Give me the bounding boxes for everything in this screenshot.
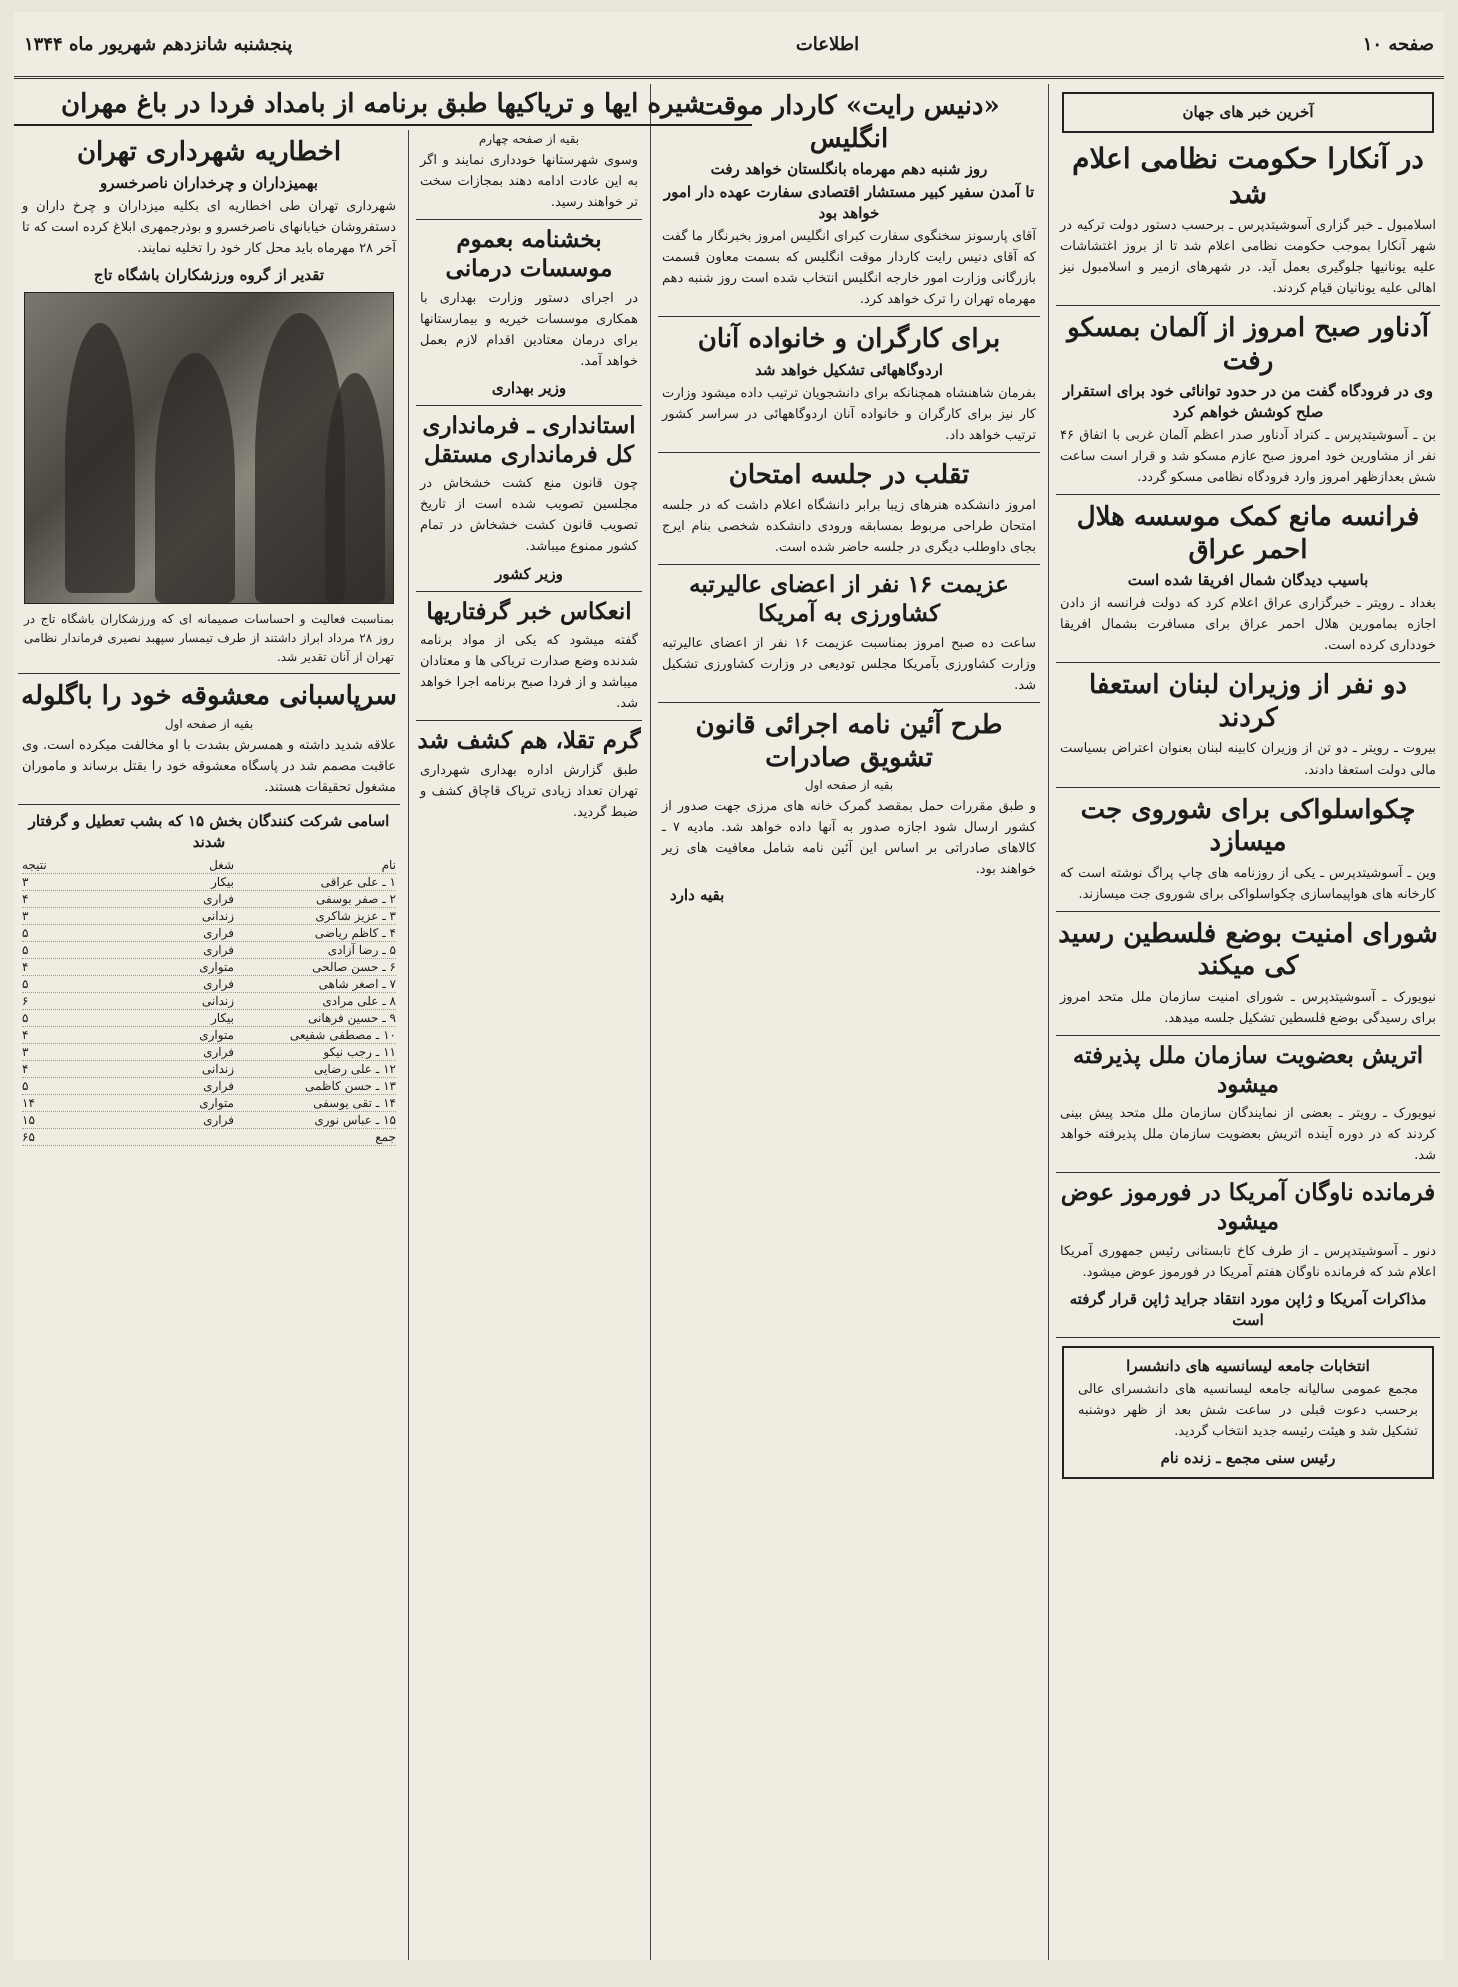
headline-dennis-wright: «دنیس رایت» کاردار موقت انگلیس bbox=[698, 91, 1000, 154]
page-number: صفحه ۱۰ bbox=[1362, 33, 1434, 55]
table-row bbox=[22, 1078, 396, 1095]
continuation-note: بقیه از صفحه اول bbox=[804, 778, 894, 793]
table-cell: فراری bbox=[203, 942, 234, 957]
issue-date: پنجشنبه شانزدهم شهریور ماه ۱۳۴۴ bbox=[24, 33, 293, 55]
table-cell: ۴ bbox=[22, 959, 29, 974]
table-row bbox=[22, 1129, 396, 1146]
article-shooting: علاقه شدید داشته و همسرش بشدت با او مخالفت میکرده است. وی عاقبت مصمم شد در پاسگاه معشوقه خود را بقتل برساند و ماموران مشغول تحقیقات هستند. bbox=[22, 737, 396, 795]
table-cell: ۱۴ ـ تقی یوسفی bbox=[313, 1095, 396, 1110]
divider bbox=[416, 219, 642, 220]
divider bbox=[1056, 911, 1440, 912]
table-cell: زندانی bbox=[201, 908, 234, 923]
table-cell: ۱۰ ـ مصطفی شفیعی bbox=[289, 1027, 396, 1042]
photo-caption: بمناسبت فعالیت و احساسات صمیمانه ای که ورزشکاران باشگاه تاج در روز ۲۸ مرداد ابراز داشتند از طرف تیمسار سپهبد نصیری فرماندار نظامی تهران از آنان تقدیر شد. bbox=[24, 611, 394, 665]
divider bbox=[1056, 494, 1440, 495]
headline-lebanon: دو نفر از وزیران لبنان استعفا کردند bbox=[1088, 670, 1408, 733]
article-lebanon: بیروت ـ رویتر ـ دو تن از وزیران کابینه لبنان بعنوان اعتراض بسیاست مالی دولت استعفا دادند. bbox=[1060, 741, 1436, 778]
table-cell: فراری bbox=[203, 891, 234, 906]
table-cell: فراری bbox=[203, 1044, 234, 1059]
paper-name: اطلاعات bbox=[795, 33, 860, 55]
table-cell: ۵ bbox=[22, 925, 29, 940]
table-cell: ۳ bbox=[22, 874, 29, 889]
article-elections: مجمع عمومی سالیانه جامعه لیسانسیه های دانشسرای عالی برحسب دعوت قبلی در ساعت شش بعد از ظهر دوشنبه تشکیل شد و هیئت رئیسه جدید انتخاب گردید. bbox=[1078, 1381, 1418, 1440]
headline-governorates: استانداری ـ فرمانداری کل فرمانداری مستقل bbox=[422, 411, 636, 468]
continuation-note: بقیه از صفحه اول bbox=[164, 716, 254, 731]
subhead-municipality-notice: بهمیزداران و چرخداران ناصرخسرو bbox=[100, 173, 318, 192]
headline-smuggled: گرم تقلا، هم کشف شد bbox=[417, 727, 641, 755]
headline-czech-jets: چکواسلواکی برای شوروی جت میسازد bbox=[1080, 794, 1416, 858]
article-governorates: چون قانون منع کشت خشخاش در مجلسین تصویب شده است از تاریخ تصویب قانون کشت خشخاش در تمام کشور ممنوع میباشد. bbox=[420, 476, 638, 555]
table-cell: ۹ ـ حسین فرهانی bbox=[308, 1010, 396, 1025]
table-cell: ۵ bbox=[22, 976, 29, 991]
table-cell: ۱ ـ علی عراقی bbox=[320, 874, 396, 889]
article-exam-cheating: امروز دانشکده هنرهای زیبا برابر دانشگاه اعلام داشت که در جلسه امتحان طراحی مربوط بمسابقه ورودی دانشکده شخصی بنام ایرج بجای داوطلب دیگری در جلسه حاضر شده است. bbox=[662, 498, 1036, 556]
article-export-law: و طبق مقررات حمل بمقصد گمرک خانه های مرزی جهت صدور از کشور ارسال شود اجازه صدور به آنها داده خواهد شد. مادیه ۷ ـ کالاهای صادراتی بر اساس این آئین نامه شامل معافیت های زیر خواهند بود. bbox=[662, 799, 1036, 878]
table-cell: ۶ bbox=[22, 993, 29, 1008]
headline-arrests-reflection: انعکاس خبر گرفتاریها bbox=[426, 597, 632, 625]
table-cell: ۱۴ bbox=[22, 1095, 35, 1110]
subhead-france-iraq: باسیب دیدگان شمال افریقا شده است bbox=[1127, 571, 1369, 590]
table-cell: متواری bbox=[199, 1027, 234, 1042]
table-cell: فراری bbox=[203, 1078, 234, 1093]
elections-box bbox=[1062, 1346, 1434, 1479]
headline-export-law: طرح آئین نامه اجرائی قانون تشویق صادرات bbox=[695, 710, 1003, 773]
table-cell: ۴ bbox=[22, 1027, 29, 1042]
table-cell: زندانی bbox=[201, 993, 234, 1008]
article-smuggled: طبق گزارش اداره بهداری شهرداری تهران تعداد زیادی تریاک قاچاق کشف و ضبط گردید. bbox=[420, 763, 638, 821]
divider bbox=[416, 405, 642, 406]
column-municipality bbox=[14, 130, 404, 1960]
headline-ankara: در آنکارا حکومت نظامی اعلام شد bbox=[1072, 142, 1424, 210]
signature-health-minister: وزیر بهداری bbox=[491, 378, 567, 397]
article-czech-jets: وین ـ آسوشیتدپرس ـ یکی از روزنامه های چاپ پراگ نوشته است که کارخانه های هواپیماسازی چکواسلواکی برای شوروی جت میسازند. bbox=[1060, 865, 1436, 902]
table-cell: ۵ bbox=[22, 1078, 29, 1093]
table-cell: ۱۲ ـ علی رضایی bbox=[314, 1061, 396, 1076]
headline-security-council: شورای امنیت بوضع فلسطین رسید کی میکند bbox=[1058, 918, 1438, 982]
column-world-news bbox=[1052, 84, 1444, 1960]
table-row bbox=[22, 993, 396, 1010]
article-municipality-notice: شهرداری تهران طی اخطاریه ای بکلیه میزداران و چرخ داران و دستفروشان خیابانهای ناصرخسرو و بوذرجمهری ابلاغ کرده است که تا آخر ۲۸ مهرماه باید محل کار خود را تخلیه نمایند. bbox=[22, 198, 396, 256]
table-cell: ۵ ـ رضا آزادی bbox=[327, 942, 396, 957]
table-cell: ۸ ـ علی مرادی bbox=[322, 993, 396, 1008]
article-workers-camps: بفرمان شاهنشاه همچنانکه برای دانشجویان ترتیب داده میشود وزارت کار نیز برای کارگران و خانواده آنان اردوگاههائی در سراسر کشور ترتیب خواهد داد. bbox=[662, 385, 1036, 443]
article-ankara: اسلامبول ـ خبر گزاری آسوشیتدپرس ـ برحسب دستور دولت ترکیه در شهر آنکارا بموجب حکومت نظامی اعلام شد تا از بروز اغتشاشات علیه یونانیها جلوگیری بعمل آید. در شهرهای ازمیر و اسلامبول نیز اهالی علیه یونانیان قیام کردند. bbox=[1060, 218, 1436, 297]
headline-shooting: سرپاسبانی معشوقه خود را باگلوله bbox=[21, 681, 397, 712]
divider bbox=[658, 702, 1040, 703]
signature-interior-minister: وزیر کشور bbox=[495, 564, 563, 583]
table-cell: ۴ bbox=[22, 1061, 29, 1076]
newspaper-page bbox=[14, 12, 1444, 1960]
photo-taj-club bbox=[24, 292, 394, 604]
table-cell: زندانی bbox=[201, 1061, 234, 1076]
article-dennis-wright: آقای پارسونز سخنگوی سفارت کبرای انگلیس امروز بخبرنگار ما گفت که آقای دنیس رایت کاردار موقت انگلیس که بسمت معاون قسمت بازرگانی وزارت امور خارجه انگلیس انتخاب شده است روز شنبه دهم مهرماه تهران را ترک خواهد کرد. bbox=[662, 229, 1036, 308]
headline-medical-circular: بخشنامه بعموم موسسات درمانی bbox=[445, 226, 613, 282]
subhead-dennis-wright: روز شنبه دهم مهرماه بانگلستان خواهد رفت bbox=[710, 160, 988, 178]
table-row bbox=[22, 1044, 396, 1061]
headline-workers-camps: برای کارگران و خانواده آنان bbox=[697, 324, 1001, 355]
table-cell: متواری bbox=[199, 1095, 234, 1110]
table-cell: ۲ ـ صفر بوسفی bbox=[316, 891, 396, 906]
headline-taj-club: تقدیر از گروه ورزشکاران باشگاه تاج bbox=[93, 265, 325, 284]
table-cell: ۱۵ bbox=[22, 1112, 35, 1127]
table-row bbox=[22, 891, 396, 908]
column-divider bbox=[1048, 84, 1049, 1960]
table-cell: ۳ bbox=[22, 908, 29, 923]
table-cell: فراری bbox=[203, 1112, 234, 1127]
headline-elections: انتخابات جامعه لیسانسیه های دانشسرا bbox=[1126, 1356, 1370, 1375]
table-header: نام شغل نتیجه bbox=[22, 857, 396, 872]
column-divider bbox=[408, 130, 409, 1960]
table-cell: ۴ bbox=[22, 891, 29, 906]
headline-france-iraq: فرانسه مانع کمک موسسه هلال احمر عراق bbox=[1076, 502, 1420, 565]
masthead bbox=[14, 12, 1444, 79]
table-cell: بیکار bbox=[210, 1010, 234, 1025]
table-row bbox=[22, 1061, 396, 1078]
arrest-list-table bbox=[22, 857, 396, 1146]
column-divider bbox=[650, 84, 651, 1960]
divider bbox=[1056, 1337, 1440, 1338]
table-cell: ۱۵ ـ عباس نوری bbox=[314, 1112, 396, 1127]
divider bbox=[18, 673, 400, 674]
continuation-note: بقیه از صفحه چهارم bbox=[478, 132, 580, 146]
table-row bbox=[22, 942, 396, 959]
table-cell: ۳ bbox=[22, 1044, 29, 1059]
headline-austria-un: اتریش بعضویت سازمان ملل پذیرفته میشود bbox=[1072, 1041, 1424, 1098]
table-cell: ۳ ـ عزیز شاکری bbox=[315, 908, 396, 923]
article-security-council: نیویورک ـ آسوشیتدپرس ـ شورای امنیت سازمان ملل متحد امروز برای رسیدگی بوضع فلسطین تشکیل جلسه میدهد. bbox=[1060, 989, 1436, 1026]
table-row bbox=[22, 1027, 396, 1044]
table-row bbox=[22, 908, 396, 925]
table-row bbox=[22, 976, 396, 993]
table-cell: فراری bbox=[203, 976, 234, 991]
divider bbox=[1056, 662, 1440, 663]
divider bbox=[416, 591, 642, 592]
table-cell: بیکار bbox=[210, 874, 234, 889]
table-cell: متواری bbox=[199, 959, 234, 974]
divider bbox=[1056, 305, 1440, 306]
signature: رئیس سنی مجمع ـ زنده نام bbox=[1160, 1449, 1336, 1468]
divider bbox=[18, 804, 400, 805]
headline-agriculture-usa: عزیمت ۱۶ نفر از اعضای عالیرتبه کشاورزی به آمریکا bbox=[689, 571, 1009, 628]
divider bbox=[658, 316, 1040, 317]
article-fleet-commander: دنور ـ آسوشیتدپرس ـ از طرف کاخ تابستانی رئیس جمهوری آمریکا اعلام شد که فرمانده ناوگان هفتم آمریکا در فورموز عوض میشود. bbox=[1060, 1243, 1436, 1280]
divider bbox=[1056, 1035, 1440, 1036]
headline-fleet-commander: فرمانده ناوگان آمریکا در فورموز عوض میشود bbox=[1060, 1179, 1436, 1236]
headline-exam-cheating: تقلب در جلسه امتحان bbox=[728, 459, 970, 490]
table-cell: ۵ bbox=[22, 1010, 29, 1025]
headline-adenauer: آدناور صبح امروز از آلمان بمسکو رفت bbox=[1067, 313, 1429, 376]
table-row bbox=[22, 925, 396, 942]
table-cell: ۱۳ ـ حسن کاظمی bbox=[305, 1078, 396, 1093]
table-row bbox=[22, 1112, 396, 1129]
table-row bbox=[22, 1010, 396, 1027]
column-addicts bbox=[412, 130, 646, 1960]
headline-municipality-notice: اخطاریه شهرداری تهران bbox=[76, 137, 342, 167]
subhead-workers-camps: اردوگاههائی تشکیل خواهد شد bbox=[755, 360, 943, 379]
subhead-adenauer: وی در فرودگاه گفت من در حدود توانائی خود برای استقرار صلح کوشش خواهم کرد bbox=[1062, 382, 1434, 422]
table-cell: ۵ bbox=[22, 942, 29, 957]
divider bbox=[416, 720, 642, 721]
article-austria-un: نیویورک ـ رویتر ـ بعضی از نمایندگان سازمان ملل متحد پیش بینی کردند که در دوره آینده اتریش بعضویت سازمان ملل پذیرفته خواهد شد. bbox=[1060, 1106, 1436, 1164]
divider bbox=[658, 564, 1040, 565]
article-agriculture-usa: ساعت ده صبح امروز بمناسبت عزیمت ۱۶ نفر از اعضای عالیرتبه وزارت کشاورزی بآمریکا مجلس تودیعی در وزارت کشاورزی تشکیل شد. bbox=[662, 635, 1036, 694]
world-news-title: آخرین خبر های جهان bbox=[1182, 103, 1314, 121]
addicts-banner-headline: شیره ایها و تریاکیها طبق برنامه از بامداد فردا در باغ مهران bbox=[60, 89, 706, 119]
headline-arrest-list: اسامی شرکت کنندگان بخش ۱۵ که بشب تعطیل و گرفتار شدند bbox=[28, 811, 390, 851]
table-cell: ۴ ـ کاظم ریاضی bbox=[314, 925, 396, 940]
article-arrests-reflection: گفته میشود که یکی از مواد برنامه شدنده وضع صدارت تریاکی ها و معتادان میباشد و از فردا صبح برنامه اجرا خواهد شد. bbox=[420, 633, 638, 712]
world-news-box bbox=[1062, 92, 1434, 133]
article-adenauer: بن ـ آسوشیتدپرس ـ کنراد آدناور صدر اعظم آلمان غربی با اتفاق ۴۶ نفر از مشاورین خود امروز صبح عازم مسکو شد و قرار است ساعت شش بعدازظهر امروز وارد فرودگاه نظامی مسکو گردد. bbox=[1060, 428, 1436, 486]
subhead-japan: مذاکرات آمریکا و ژاپن مورد انتقاد جراید ژاپن قرار گرفته است bbox=[1069, 1289, 1427, 1329]
table-cell: جمع bbox=[375, 1129, 396, 1144]
divider bbox=[658, 452, 1040, 453]
article-france-iraq: بغداد ـ رویتر ـ خبرگزاری عراق اعلام کرد که دولت فرانسه از دادن اجازه بمامورین هلال احمر عراق برای مسافرت بشمال افریقا خودداری کرده است. bbox=[1060, 596, 1436, 654]
article-medical-circular: در اجرای دستور وزارت بهداری با همکاری موسسات خیریه و بیمارستانها برای درمان معتادین اقدام لازم بعمل خواهد آمد. bbox=[420, 290, 638, 369]
divider bbox=[1056, 787, 1440, 788]
table-row bbox=[22, 959, 396, 976]
table-cell: ۶۵ bbox=[22, 1129, 35, 1144]
column-britain-news bbox=[654, 84, 1044, 1960]
table-cell bbox=[72, 1130, 234, 1144]
table-cell: ۷ ـ اصغر شاهی bbox=[318, 976, 396, 991]
table-row bbox=[22, 874, 396, 891]
table-cell: ۱۱ ـ رجب نیکو bbox=[323, 1044, 396, 1059]
to-be-continued: بقیه دارد bbox=[670, 886, 725, 905]
table-cell: فراری bbox=[203, 925, 234, 940]
divider bbox=[1056, 1172, 1440, 1173]
table-row bbox=[22, 1095, 396, 1112]
table-cell: ۶ ـ حسن صالحی bbox=[312, 959, 396, 974]
subhead-dennis-wright-2: تا آمدن سفیر کبیر مستشار اقتصادی سفارت عهده دار امور خواهد بود bbox=[663, 183, 1035, 222]
article-addicts: وسوی شهرستانها خودداری نمایند و اگر به این عادت ادامه دهند بمجازات سخت تر خواهند رسید. bbox=[420, 153, 638, 211]
addicts-banner bbox=[14, 84, 752, 126]
